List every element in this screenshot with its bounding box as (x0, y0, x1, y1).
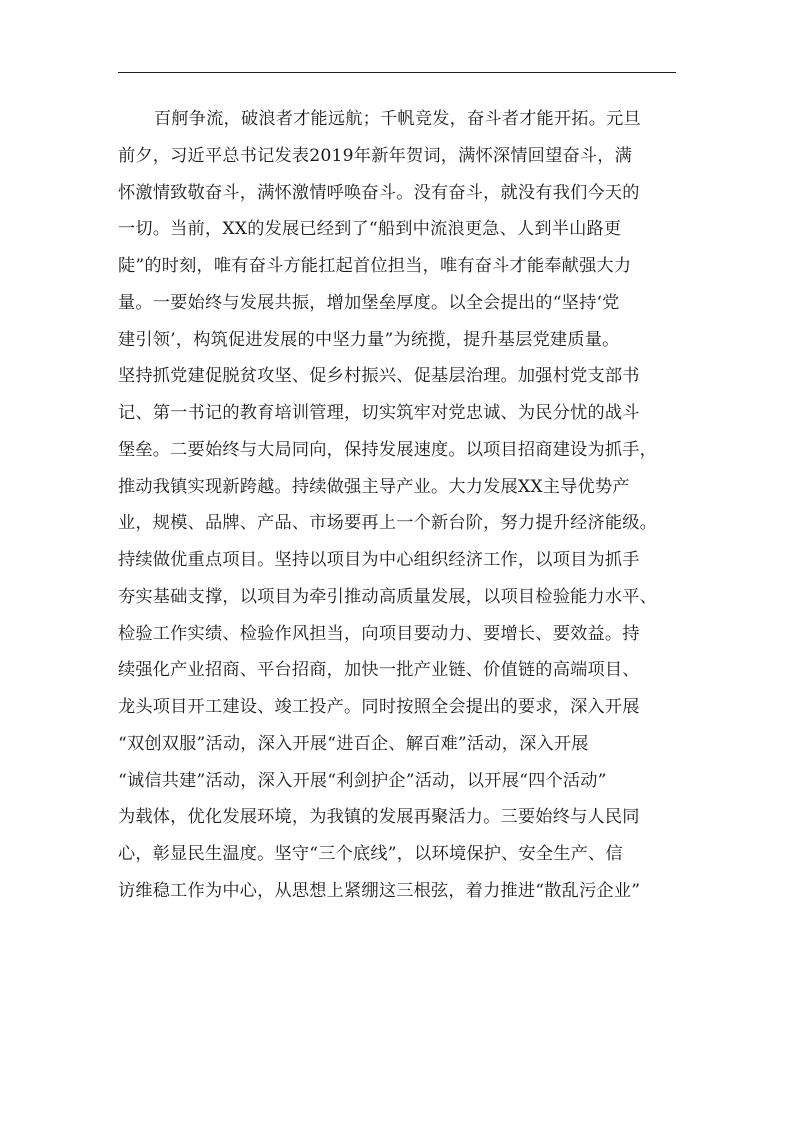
text-line: 为载体，优化发展环境，为我镇的发展再聚活力。三要始终与人民同 (118, 807, 640, 828)
text-line: 龙头项目开工建设、竣工投产。同时按照全会提出的要求，深入开展 (118, 697, 640, 717)
body-paragraph (118, 101, 678, 910)
text-line: 前夕，习近平总书记发表2019年新年贺词，满怀深情回望奋斗，满 (118, 145, 633, 166)
text-line: 记、第一书记的教育培训管理，切实筑牢对党忠诚、为民分忧的战斗 (118, 403, 640, 423)
text-line: 百舸争流，破浪者才能远航；千帆竞发，奋斗者才能开拓。元旦 (154, 109, 641, 129)
text-line: 夯实基础支撑，以项目为牵引推动高质量发展，以项目检验能力水平、 (118, 586, 658, 607)
text-line: “双创双服”活动，深入开展“进百企、解百难”活动，深入开展 (118, 733, 589, 754)
text-line: 检验工作实绩、检验作风担当，向项目要动力、要增长、要效益。持 (118, 623, 640, 644)
text-line: 坚持抓党建促脱贫攻坚、促乡村振兴、促基层治理。加强村党支部书 (118, 366, 640, 387)
text-line: 业，规模、品牌、产品、市场要再上一个新台阶，努力提升经济能级。 (118, 513, 658, 534)
header-rule (118, 72, 676, 73)
text-line: 堡垒。二要始终与大局同向，保持发展速度。以项目招商建设为抓手， (118, 439, 658, 460)
text-line: 访维稳工作为中心，从思想上紧绷这三根弦，着力推进“散乱污企业” (118, 880, 641, 901)
text-line: 续强化产业招商、平台招商，加快一批产业链、价值链的高端项目、 (118, 660, 640, 681)
text-line: 陡”的时刻，唯有奋斗方能扛起首位担当，唯有奋斗才能奉献强大力 (118, 256, 632, 276)
text-line: “诚信共建”活动，深入开展“利剑护企”活动，以开展“四个活动” (118, 770, 607, 791)
text-line: 量。一要始终与发展共振，增加堡垒厚度。以全会提出的“坚持‘党 (118, 292, 620, 313)
text-line: 推动我镇实现新跨越。持续做强主导产业。大力发展XX主导优势产 (118, 476, 630, 497)
text-line: 持续做优重点项目。坚持以项目为中心组织经济工作，以项目为抓手 (118, 550, 640, 570)
text-line: 怀激情致敬奋斗，满怀激情呼唤奋斗。没有奋斗，就没有我们今天的 (118, 182, 640, 203)
text-line: 建引领’，构筑促进发展的中坚力量”为统揽，提升基层党建质量。 (118, 329, 620, 350)
text-line: 心，彰显民生温度。坚守“三个底线”，以环境保护、安全生产、信 (118, 844, 623, 864)
text-line: 一切。当前，XX的发展已经到了“船到中流浪更急、人到半山路更 (118, 219, 622, 240)
